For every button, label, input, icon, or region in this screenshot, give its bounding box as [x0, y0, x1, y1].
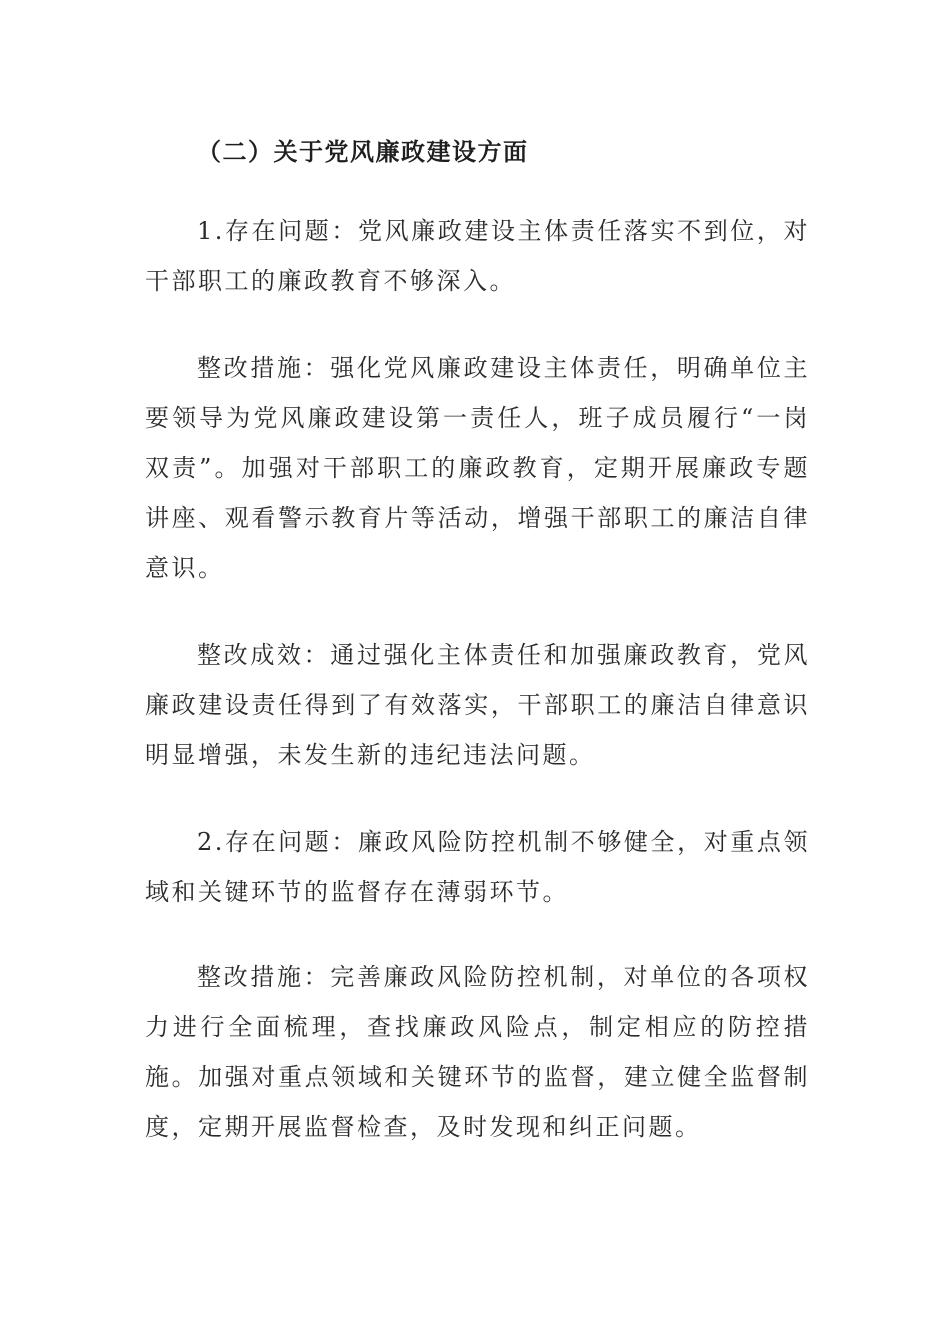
paragraph-results-1: 整改成效：通过强化主体责任和加强廉政教育，党风廉政建设责任得到了有效落实，干部职工的廉洁自律意识明显增强，未发生新的违纪违法问题。: [145, 641, 810, 769]
paragraph-issue-2: 2.存在问题：廉政风险防控机制不够健全，对重点领域和关键环节的监督存在薄弱环节。: [145, 828, 810, 906]
paragraph-measures-2: 整改措施：完善廉政风险防控机制，对单位的各项权力进行全面梳理，查找廉政风险点，制定相应的防控措施。加强对重点领域和关键环节的监督，建立健全监督制度，定期开展监督检查，及时发现和纠正问题。: [145, 963, 810, 1141]
section-heading: （二）关于党风廉政建设方面: [197, 138, 529, 166]
document-body: [145, 130, 810, 1189]
paragraph-measures-1: 整改措施：强化党风廉政建设主体责任，明确单位主要领导为党风廉政建设第一责任人，班子成员履行“一岗双责”。加强对干部职工的廉政教育，定期开展廉政专题讲座、观看警示教育片等活动，增强干部职工的廉洁自律意识。: [145, 354, 810, 582]
paragraph-issue-1: 1.存在问题：党风廉政建设主体责任落实不到位，对干部职工的廉政教育不够深入。: [145, 217, 810, 295]
